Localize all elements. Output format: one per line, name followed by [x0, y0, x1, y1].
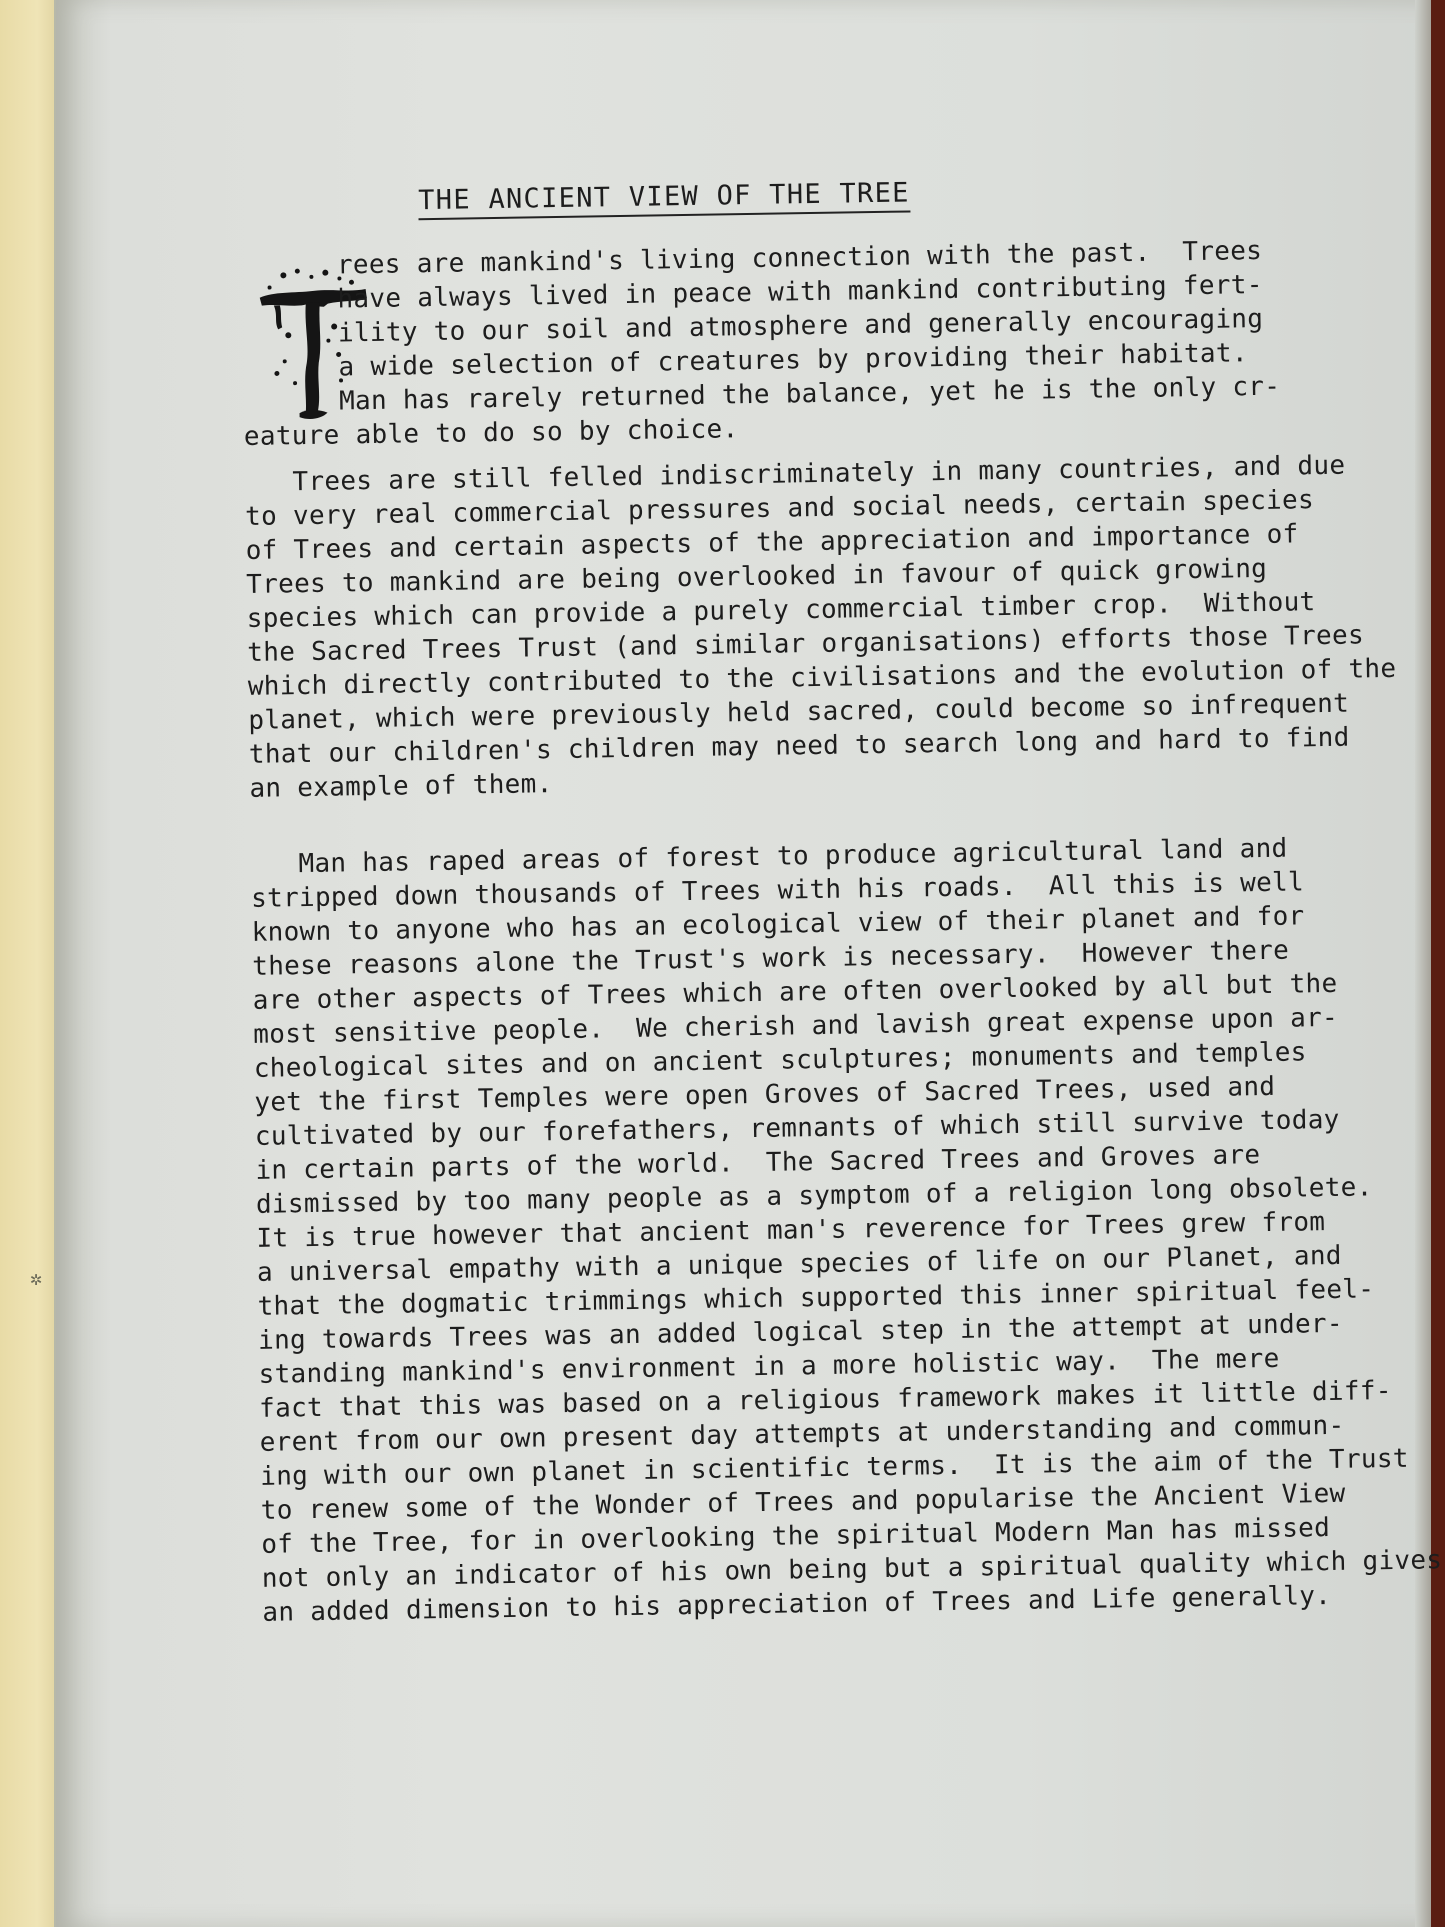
second-paragraph: Trees are still felled indiscriminately in many countries, and due to very real commercial pressures and social needs, certain species of Trees and certain aspects of the appreciation and importance of Trees to mankind are being overlooked in favour of quick growing species which can provide a purely commercial timber crop. Without the Sacred Trees Trust (and similar organisations) efforts those Trees which directly contributed to the civilisations and the evolution of the planet, which were previously held sacred, could become so infrequent that our children's children may need to search long and hard to find an example of them. [244, 450, 1397, 804]
thread-mark-icon: ✲ [30, 1266, 43, 1290]
third-paragraph: Man has raped areas of forest to produce agricultural land and stripped down thousands of Trees with his roads. All this is well known to anyone who has an ecological view of their planet and for these reasons alone the Trust's work is necessary. However there are other aspects of Trees which are often overlooked by all but the most sensitive people. We cherish and lavish great expense upon ar- cheological sites and on ancient sculptures; monuments and temples yet the first Temples were open Groves of Sacred Trees, used and cultivated by our forefathers, remnants of which still survive today in certain parts of the world. The Sacred Trees and Groves are dismissed by too many people as a symptom of a religion long obsolete. It is true however that ancient man's reverence for Trees grew from a universal empathy with a unique species of life on our Planet, and that the dogmatic trimmings which supported this inner spiritual feel- ing towards Trees was an added logical step in the attempt at under- standing mankind's environment in a more holistic way. The mere fact that this was based on a religious framework makes it little diff- erent from our own present day attempts at understanding and commun- ing with our own planet in scientific terms. It is the aim of the Trust to renew some of the Wonder of Trees and popularise the Ancient View of the Tree, for in overlooking the spiritual Modern Man has missed not only an indicator of his own being but a spiritual quality which gives an added dimension to his appreciation of Trees and Life generally. [250, 833, 1443, 1628]
intro-paragraph: rees are mankind's living connection with the past. Trees have always lived in peace with mankind contributing fert- ility to our soil and atmosphere and generally encouraging a wide selection of creatures by providing their habitat. Man has rarely returned the balance, yet he is the only cr- eature able to do so by choice. [241, 235, 1281, 452]
page-title: THE ANCIENT VIEW OF THE TREE [418, 177, 910, 220]
